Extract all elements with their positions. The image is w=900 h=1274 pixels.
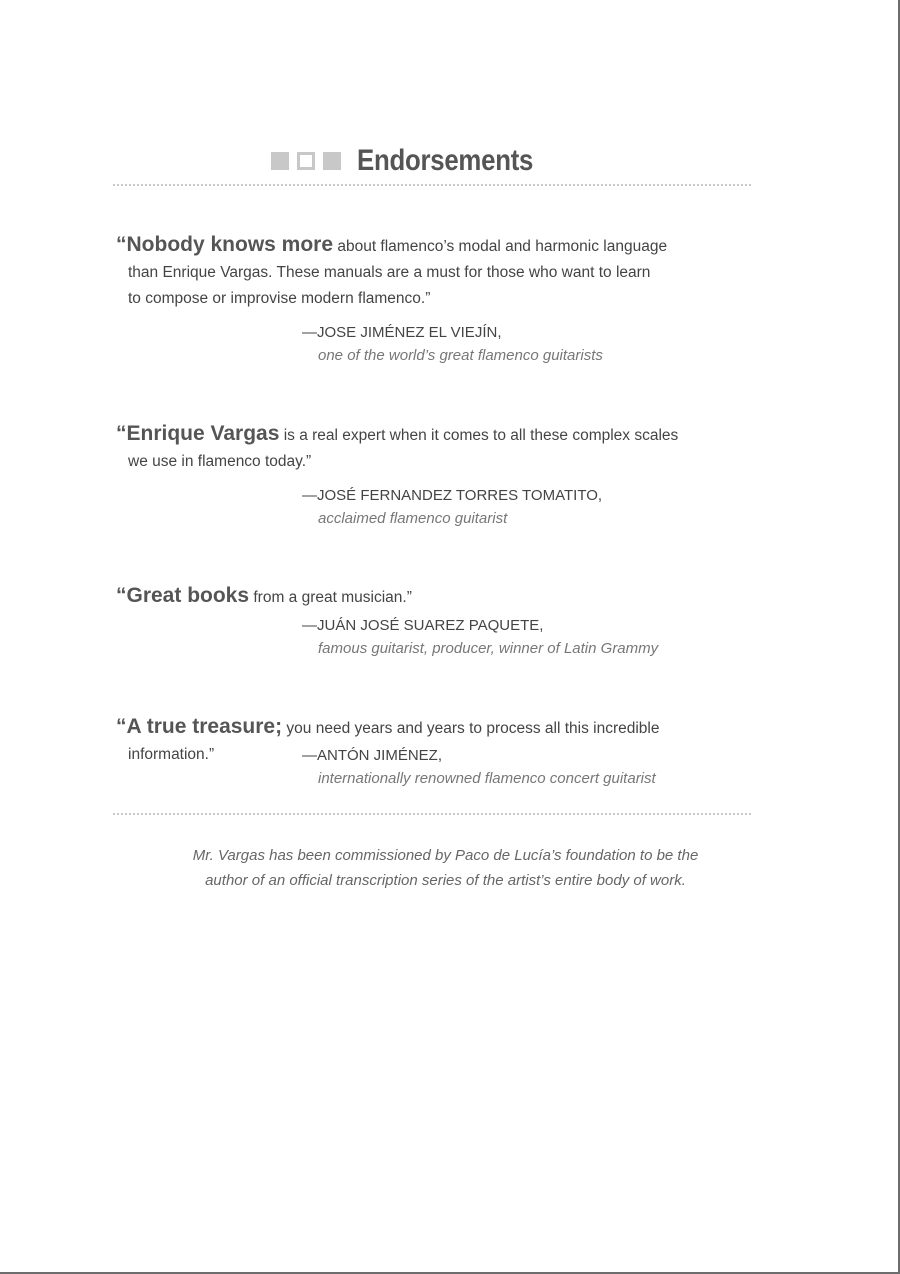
quote-lead: “Enrique Vargas xyxy=(116,422,280,445)
divider-bottom xyxy=(113,813,751,815)
author-description: internationally renowned flamenco concert guitarist xyxy=(318,770,656,787)
endorsement-attribution-4 xyxy=(302,744,656,790)
endorsement-attribution-1 xyxy=(302,321,603,367)
page-title: Endorsements xyxy=(357,144,534,177)
footnote-line: author of an official transcription series of the artist’s entire body of work. xyxy=(205,872,686,889)
author-name: —JOSE JIMÉNEZ EL VIEJÍN, xyxy=(302,324,502,341)
outline-square-icon xyxy=(297,152,315,170)
quote-lead: “Great books xyxy=(116,584,250,607)
endorsement-attribution-3 xyxy=(302,614,658,660)
author-description: famous guitarist, producer, winner of Latin Grammy xyxy=(318,640,659,657)
quote-text: about flamenco’s modal and harmonic language xyxy=(333,238,668,255)
quote-text: from a great musician.” xyxy=(249,589,412,606)
quote-text: is a real expert when it comes to all these complex scales xyxy=(279,427,679,444)
author-name: —ANTÓN JIMÉNEZ, xyxy=(302,747,443,764)
quote-text: you need years and years to process all this incredible xyxy=(282,720,660,737)
divider-top xyxy=(113,184,751,186)
filled-square-icon xyxy=(323,152,341,170)
quote-text: we use in flamenco today.” xyxy=(128,453,312,470)
footnote xyxy=(113,843,778,893)
quote-text: than Enrique Vargas. These manuals are a must for those who want to learn xyxy=(128,264,651,281)
endorsement-quote-1 xyxy=(116,232,776,312)
author-description: one of the world’s great flamenco guitarists xyxy=(318,347,603,364)
footnote-line: Mr. Vargas has been commissioned by Paco de Lucía’s foundation to be the xyxy=(192,847,699,864)
endorsement-attribution-2 xyxy=(302,484,602,530)
header-title-group xyxy=(271,144,562,178)
quote-lead: “A true treasure; xyxy=(116,715,283,738)
author-name: —JUÁN JOSÉ SUAREZ PAQUETE, xyxy=(302,617,544,634)
quote-text: information.” xyxy=(128,746,215,763)
endorsement-quote-3 xyxy=(116,583,776,611)
quote-text: to compose or improvise modern flamenco.” xyxy=(128,290,431,307)
quote-lead: “Nobody knows more xyxy=(116,233,334,256)
endorsement-quote-2 xyxy=(116,421,776,475)
filled-square-icon xyxy=(271,152,289,170)
author-description: acclaimed flamenco guitarist xyxy=(318,510,508,527)
section-header xyxy=(113,140,751,186)
author-name: —JOSÉ FERNANDEZ TORRES TOMATITO, xyxy=(302,487,603,504)
